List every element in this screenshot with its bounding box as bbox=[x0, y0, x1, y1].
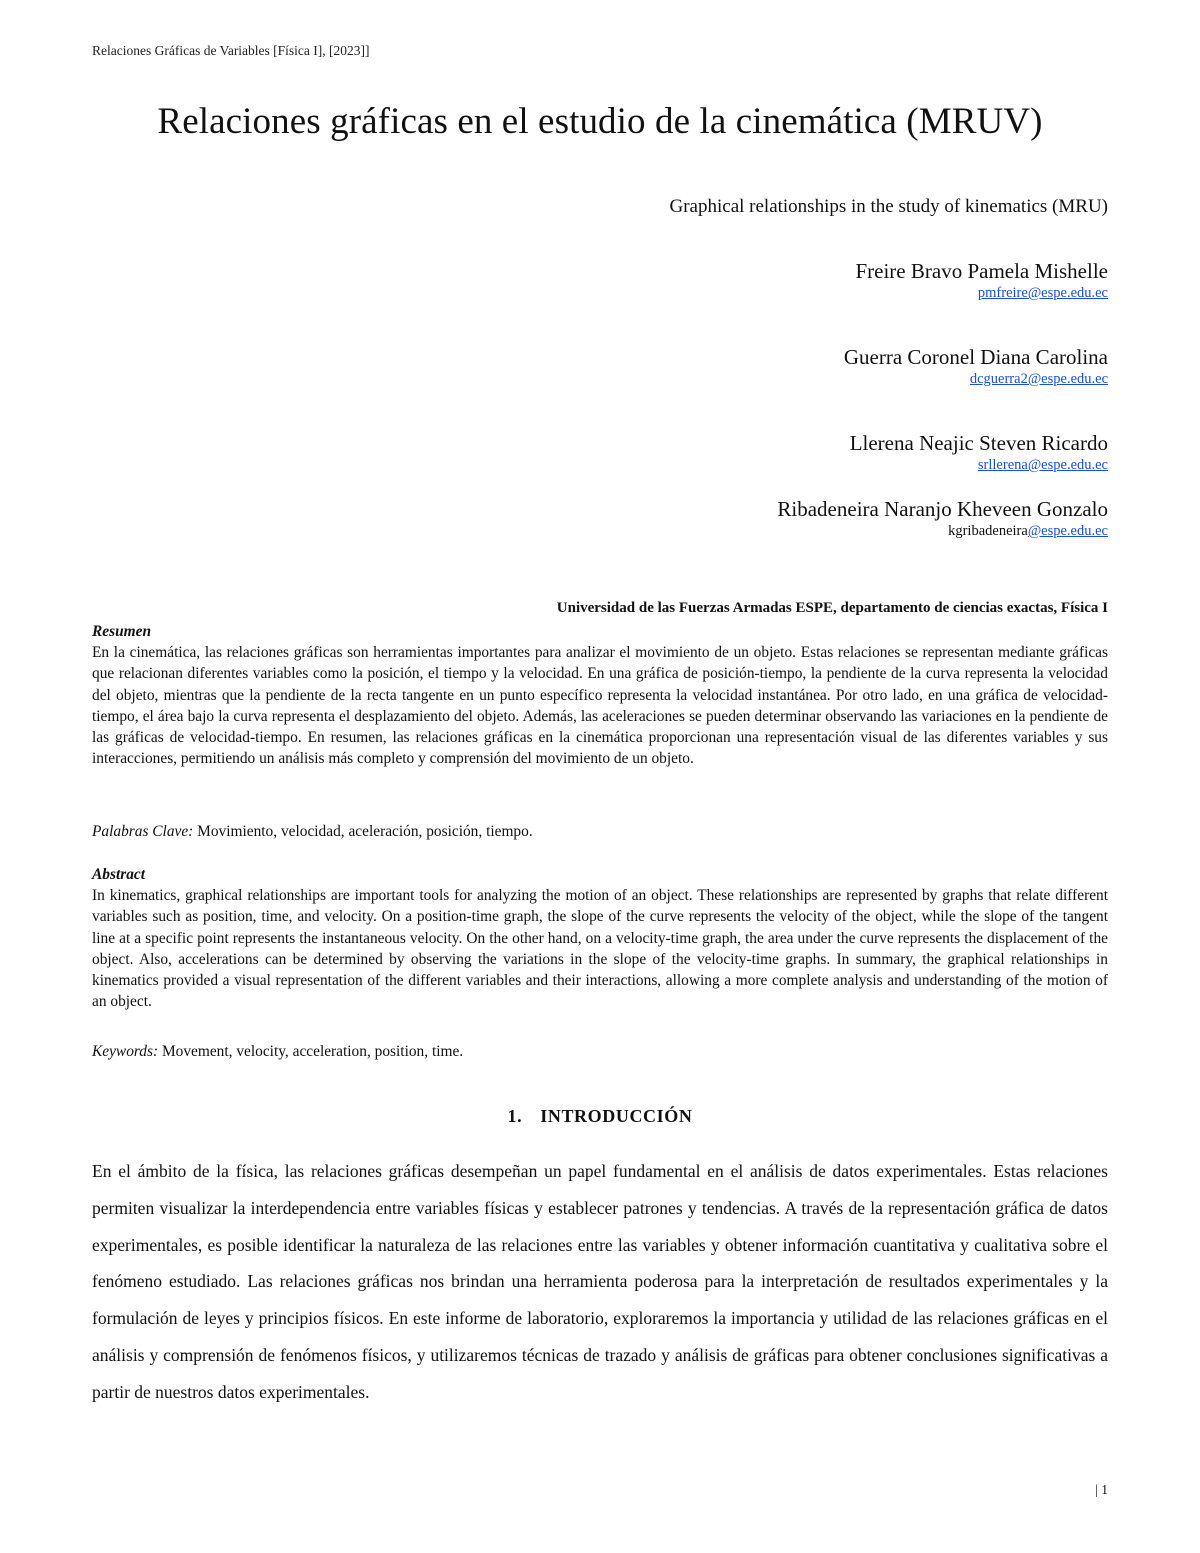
affiliation: Universidad de las Fuerzas Armadas ESPE, departamento de ciencias exactas, Física I bbox=[556, 600, 1108, 616]
resumen-text: En la cinemática, las relaciones gráficas son herramientas importantes para analizar el movimiento de un objeto. Estas relaciones se representan mediante gráficas que relacionan diferentes variables como la posición, el tiempo y la velocidad. En una gráfica de posición-tiempo, la pendiente de la curva representa la velocidad del objeto, mientras que la pendiente de la recta tangente en un punto específico representa la velocidad instantánea. Por otro lado, en una gráfica de velocidad-tiempo, el área bajo la curva representa el desplazamiento del objeto. Además, las aceleraciones se pueden determinar observando las variaciones en la pendiente de las gráficas de velocidad-tiempo. En resumen, las relaciones gráficas en la cinemática proporcionan una representación visual de las diferentes variables y sus interacciones, permitiendo un análisis más completo y comprensión del movimiento de un objeto. bbox=[92, 644, 1108, 768]
english-subtitle: Graphical relationships in the study of kinematics (MRU) bbox=[669, 196, 1108, 217]
author-email-prefix: kgribadeneira bbox=[948, 523, 1028, 539]
author-name: Freire Bravo Pamela Mishelle bbox=[855, 259, 1108, 283]
author-email-link[interactable]: dcguerra2@espe.edu.ec bbox=[969, 371, 1108, 387]
author-email-link[interactable]: srllerena@espe.edu.ec bbox=[977, 457, 1108, 473]
author-email-link[interactable]: @espe.edu.ec bbox=[1027, 523, 1108, 539]
resumen-heading: Resumen bbox=[92, 623, 152, 640]
author-name: Guerra Coronel Diana Carolina bbox=[843, 345, 1108, 369]
abstract-text: In kinematics, graphical relationships are important tools for analyzing the motion of an object. These relationships are represented by graphs that relate different variables such as position, time, and velocity. On a position-time graph, the slope of the curve represents the velocity of the object, while the slope of the tangent line at a specific point represents the instantaneous velocity. On the other hand, on a velocity-time graph, the area under the curve represents the displacement of the object. Also, accelerations can be determined by observing the variations in the slope of the velocity-time graphs. In summary, the graphical relationships in kinematics provided a visual representation of the different variables and their interactions, allowing a more complete analysis and understanding of the motion of an object. bbox=[92, 887, 1108, 1011]
section-heading-introduccion bbox=[0, 1106, 1200, 1127]
section-title: INTRODUCCIÓN bbox=[540, 1106, 693, 1126]
author-block bbox=[844, 344, 1108, 388]
keywords-values: Movement, velocity, acceleration, position, time. bbox=[158, 1043, 464, 1060]
author-block bbox=[855, 258, 1108, 302]
author-block bbox=[850, 430, 1108, 474]
section-number: 1. bbox=[507, 1106, 523, 1126]
keywords-label: Keywords: bbox=[92, 1043, 159, 1060]
introduccion-text: En el ámbito de la física, las relaciones gráficas desempeñan un papel fundamental en el análisis de datos experimentales. Estas relaciones permiten visualizar la interdependencia entre variables físicas y establecer patrones y tendencias. A través de la representación gráfica de datos experimentales, es posible identificar la naturaleza de las relaciones entre las variables y obtener información cuantitativa y cualitativa sobre el fenómeno estudiado. Las relaciones gráficas nos brindan una herramienta poderosa para la interpretación de resultados experimentales y la formulación de leyes y principios físicos. En este informe de laboratorio, exploraremos la importancia y utilidad de las relaciones gráficas en el análisis y comprensión de fenómenos físicos, y utilizaremos técnicas de trazado y análisis de gráficas para obtener conclusiones significativas a partir de nuestros datos experimentales. bbox=[92, 1161, 1108, 1402]
author-email bbox=[850, 456, 1108, 474]
abstract-heading: Abstract bbox=[92, 866, 146, 883]
paper-title: Relaciones gráficas en el estudio de la cinemática (MRUV) bbox=[157, 101, 1043, 142]
author-email bbox=[777, 522, 1108, 540]
palabras-clave bbox=[92, 821, 533, 842]
author-block bbox=[777, 496, 1108, 540]
abstract-section bbox=[92, 864, 1108, 1012]
palabras-clave-values: Movimiento, velocidad, aceleración, posición, tiempo. bbox=[193, 823, 533, 840]
author-name: Llerena Neajic Steven Ricardo bbox=[849, 431, 1108, 455]
page-number: | 1 bbox=[1095, 1482, 1108, 1497]
palabras-clave-label: Palabras Clave: bbox=[92, 823, 194, 840]
resumen-section bbox=[92, 621, 1108, 769]
running-header: Relaciones Gráficas de Variables [Física I], [2023]] bbox=[92, 43, 370, 58]
author-email bbox=[844, 370, 1108, 388]
author-email bbox=[855, 284, 1108, 302]
keywords bbox=[92, 1041, 463, 1062]
author-email-link[interactable]: pmfreire@espe.edu.ec bbox=[977, 285, 1108, 301]
author-name: Ribadeneira Naranjo Kheveen Gonzalo bbox=[777, 497, 1108, 521]
